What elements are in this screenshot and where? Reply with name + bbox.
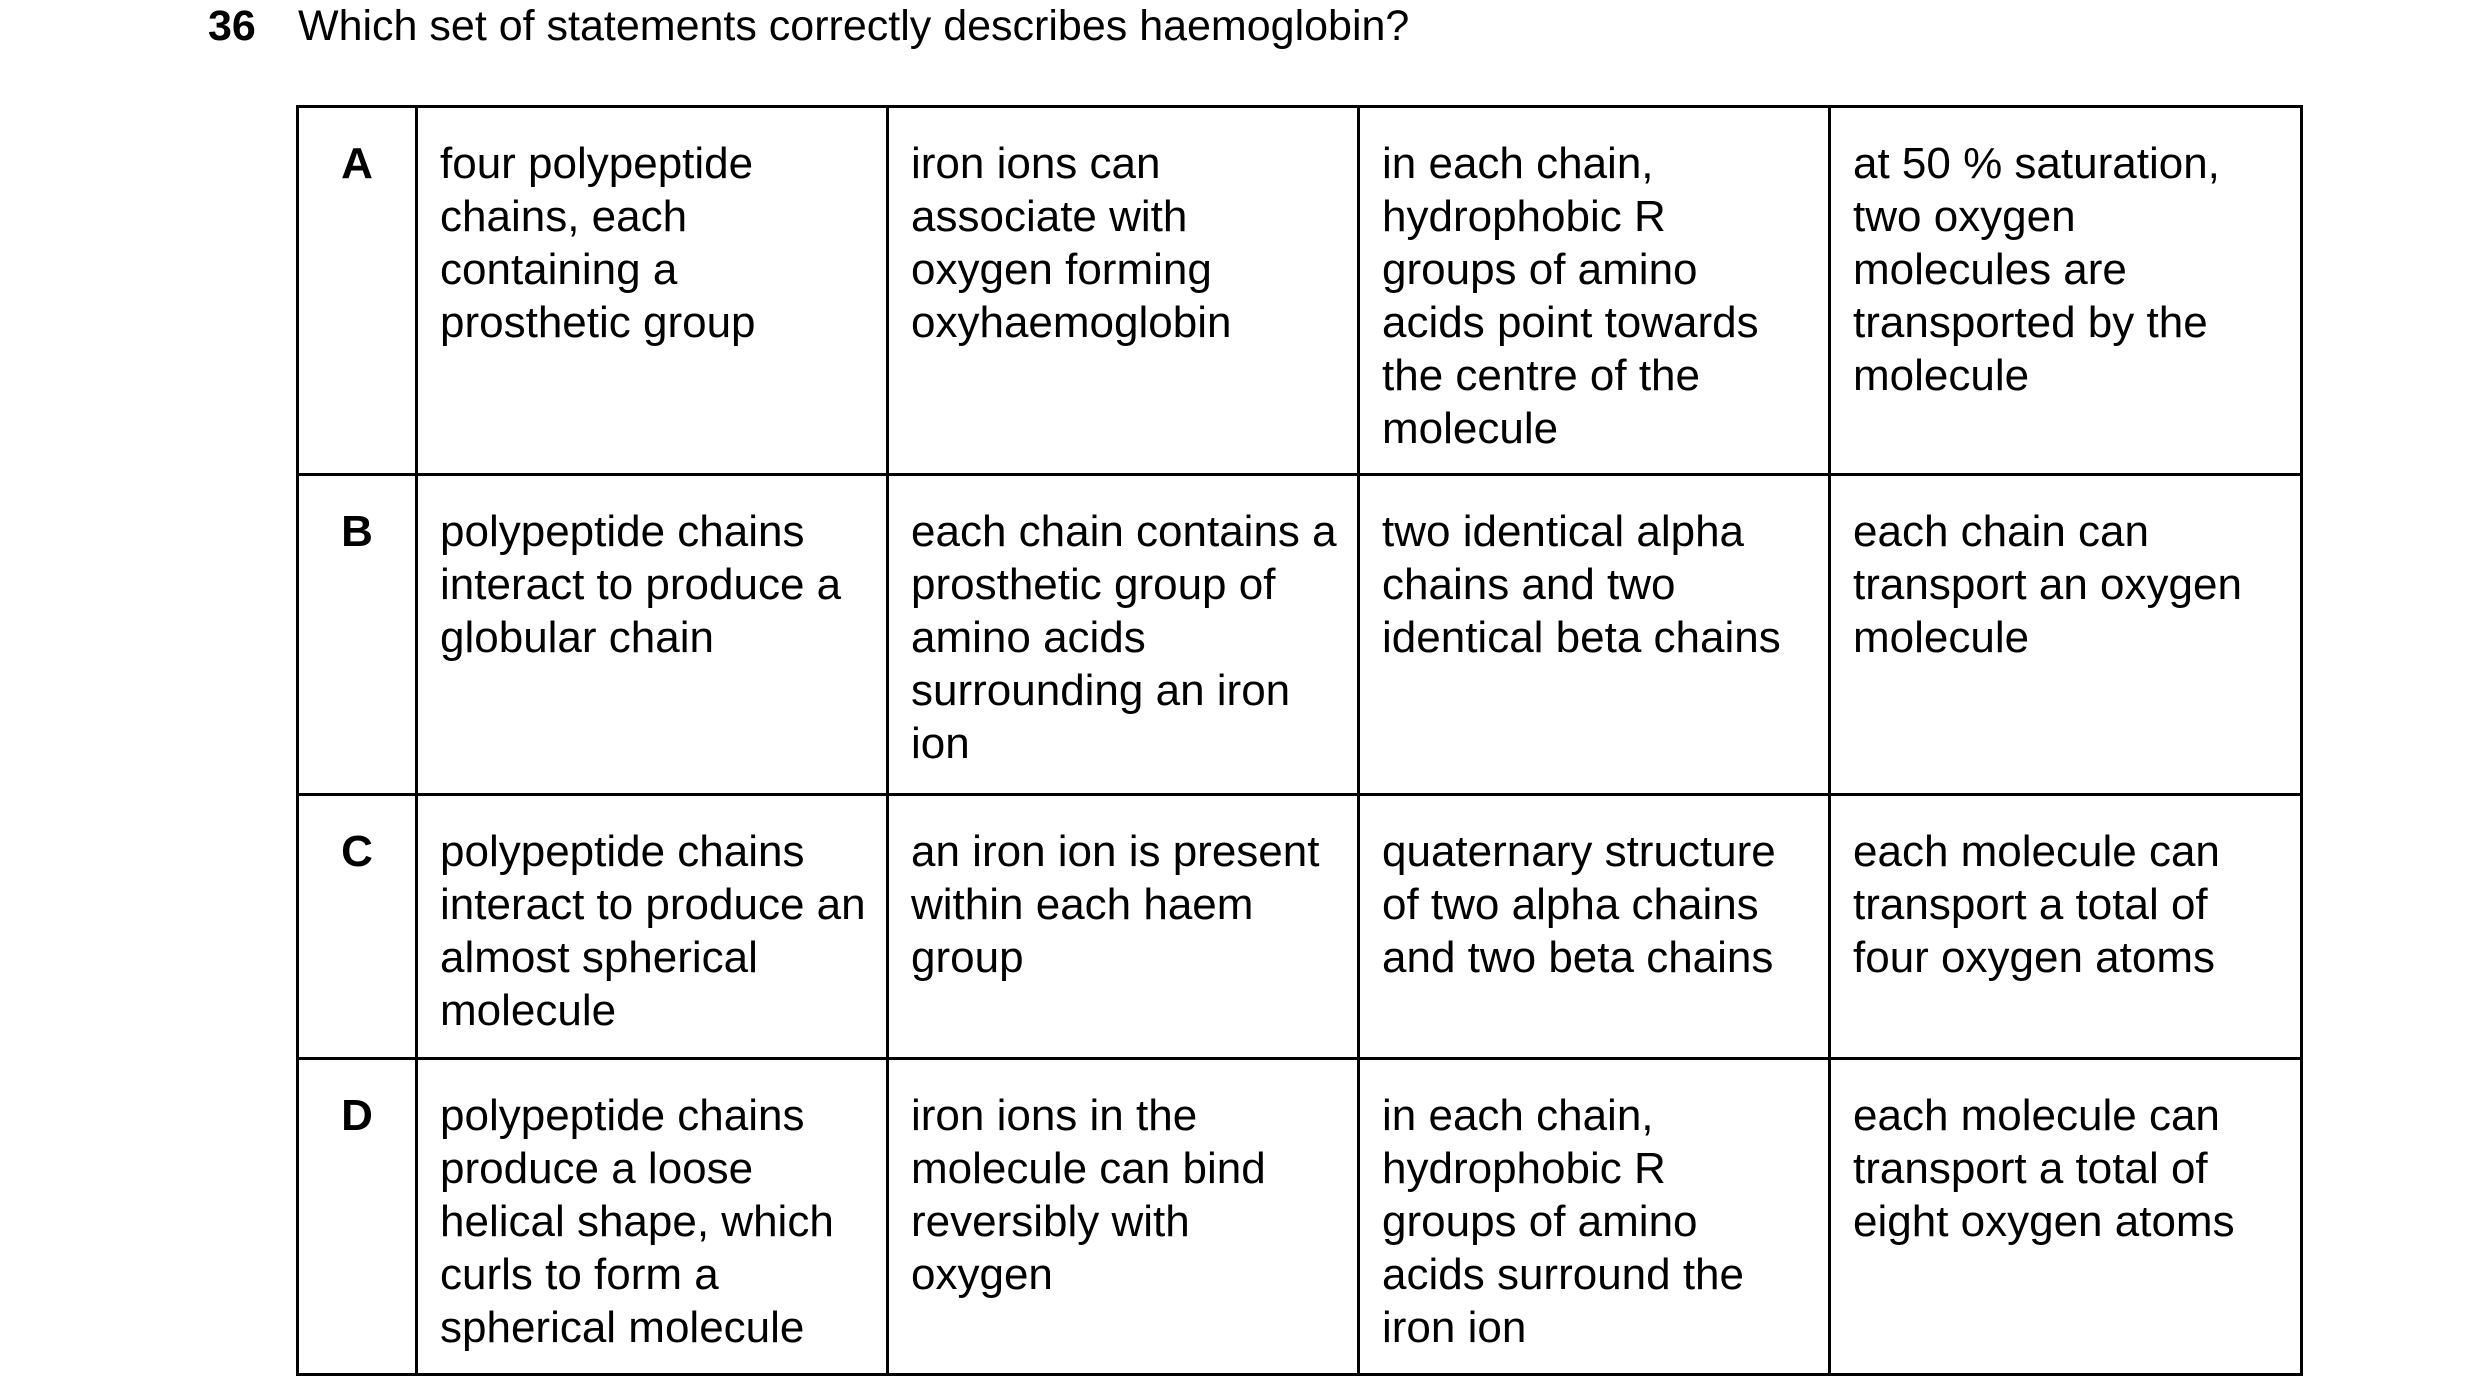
option-statement: two identical alpha chains and two identical beta chains — [1359, 475, 1830, 795]
option-statement: polypeptide chains produce a loose helical shape, which curls to form a spherical molecule — [417, 1059, 888, 1375]
option-letter[interactable]: A — [298, 107, 417, 475]
option-letter[interactable]: D — [298, 1059, 417, 1375]
option-letter[interactable]: C — [298, 795, 417, 1059]
option-statement: each chain can transport an oxygen molecule — [1830, 475, 2302, 795]
option-row-b[interactable] — [298, 475, 2302, 795]
option-row-d[interactable] — [298, 1059, 2302, 1375]
option-statement: each molecule can transport a total of four oxygen atoms — [1830, 795, 2302, 1059]
option-row-c[interactable] — [298, 795, 2302, 1059]
option-statement: four polypeptide chains, each containing a prosthetic group — [417, 107, 888, 475]
option-statement: iron ions in the molecule can bind reversibly with oxygen — [888, 1059, 1359, 1375]
option-letter[interactable]: B — [298, 475, 417, 795]
option-statement: each molecule can transport a total of eight oxygen atoms — [1830, 1059, 2302, 1375]
options-table — [296, 105, 2303, 1376]
option-statement: polypeptide chains interact to produce an almost spherical molecule — [417, 795, 888, 1059]
question-heading — [208, 0, 1409, 52]
question-text: Which set of statements correctly describes haemoglobin? — [298, 2, 1410, 50]
option-statement: quaternary structure of two alpha chains and two beta chains — [1359, 795, 1830, 1059]
option-statement: each chain contains a prosthetic group of amino acids surrounding an iron ion — [888, 475, 1359, 795]
option-statement: polypeptide chains interact to produce a globular chain — [417, 475, 888, 795]
question-number: 36 — [208, 2, 256, 50]
option-statement: at 50 % saturation, two oxygen molecules are transported by the molecule — [1830, 107, 2302, 475]
option-statement: iron ions can associate with oxygen forming oxyhaemoglobin — [888, 107, 1359, 475]
option-statement: in each chain, hydrophobic R groups of amino acids point towards the centre of the molecule — [1359, 107, 1830, 475]
option-statement: an iron ion is present within each haem group — [888, 795, 1359, 1059]
option-statement: in each chain, hydrophobic R groups of amino acids surround the iron ion — [1359, 1059, 1830, 1375]
option-row-a[interactable] — [298, 107, 2302, 475]
